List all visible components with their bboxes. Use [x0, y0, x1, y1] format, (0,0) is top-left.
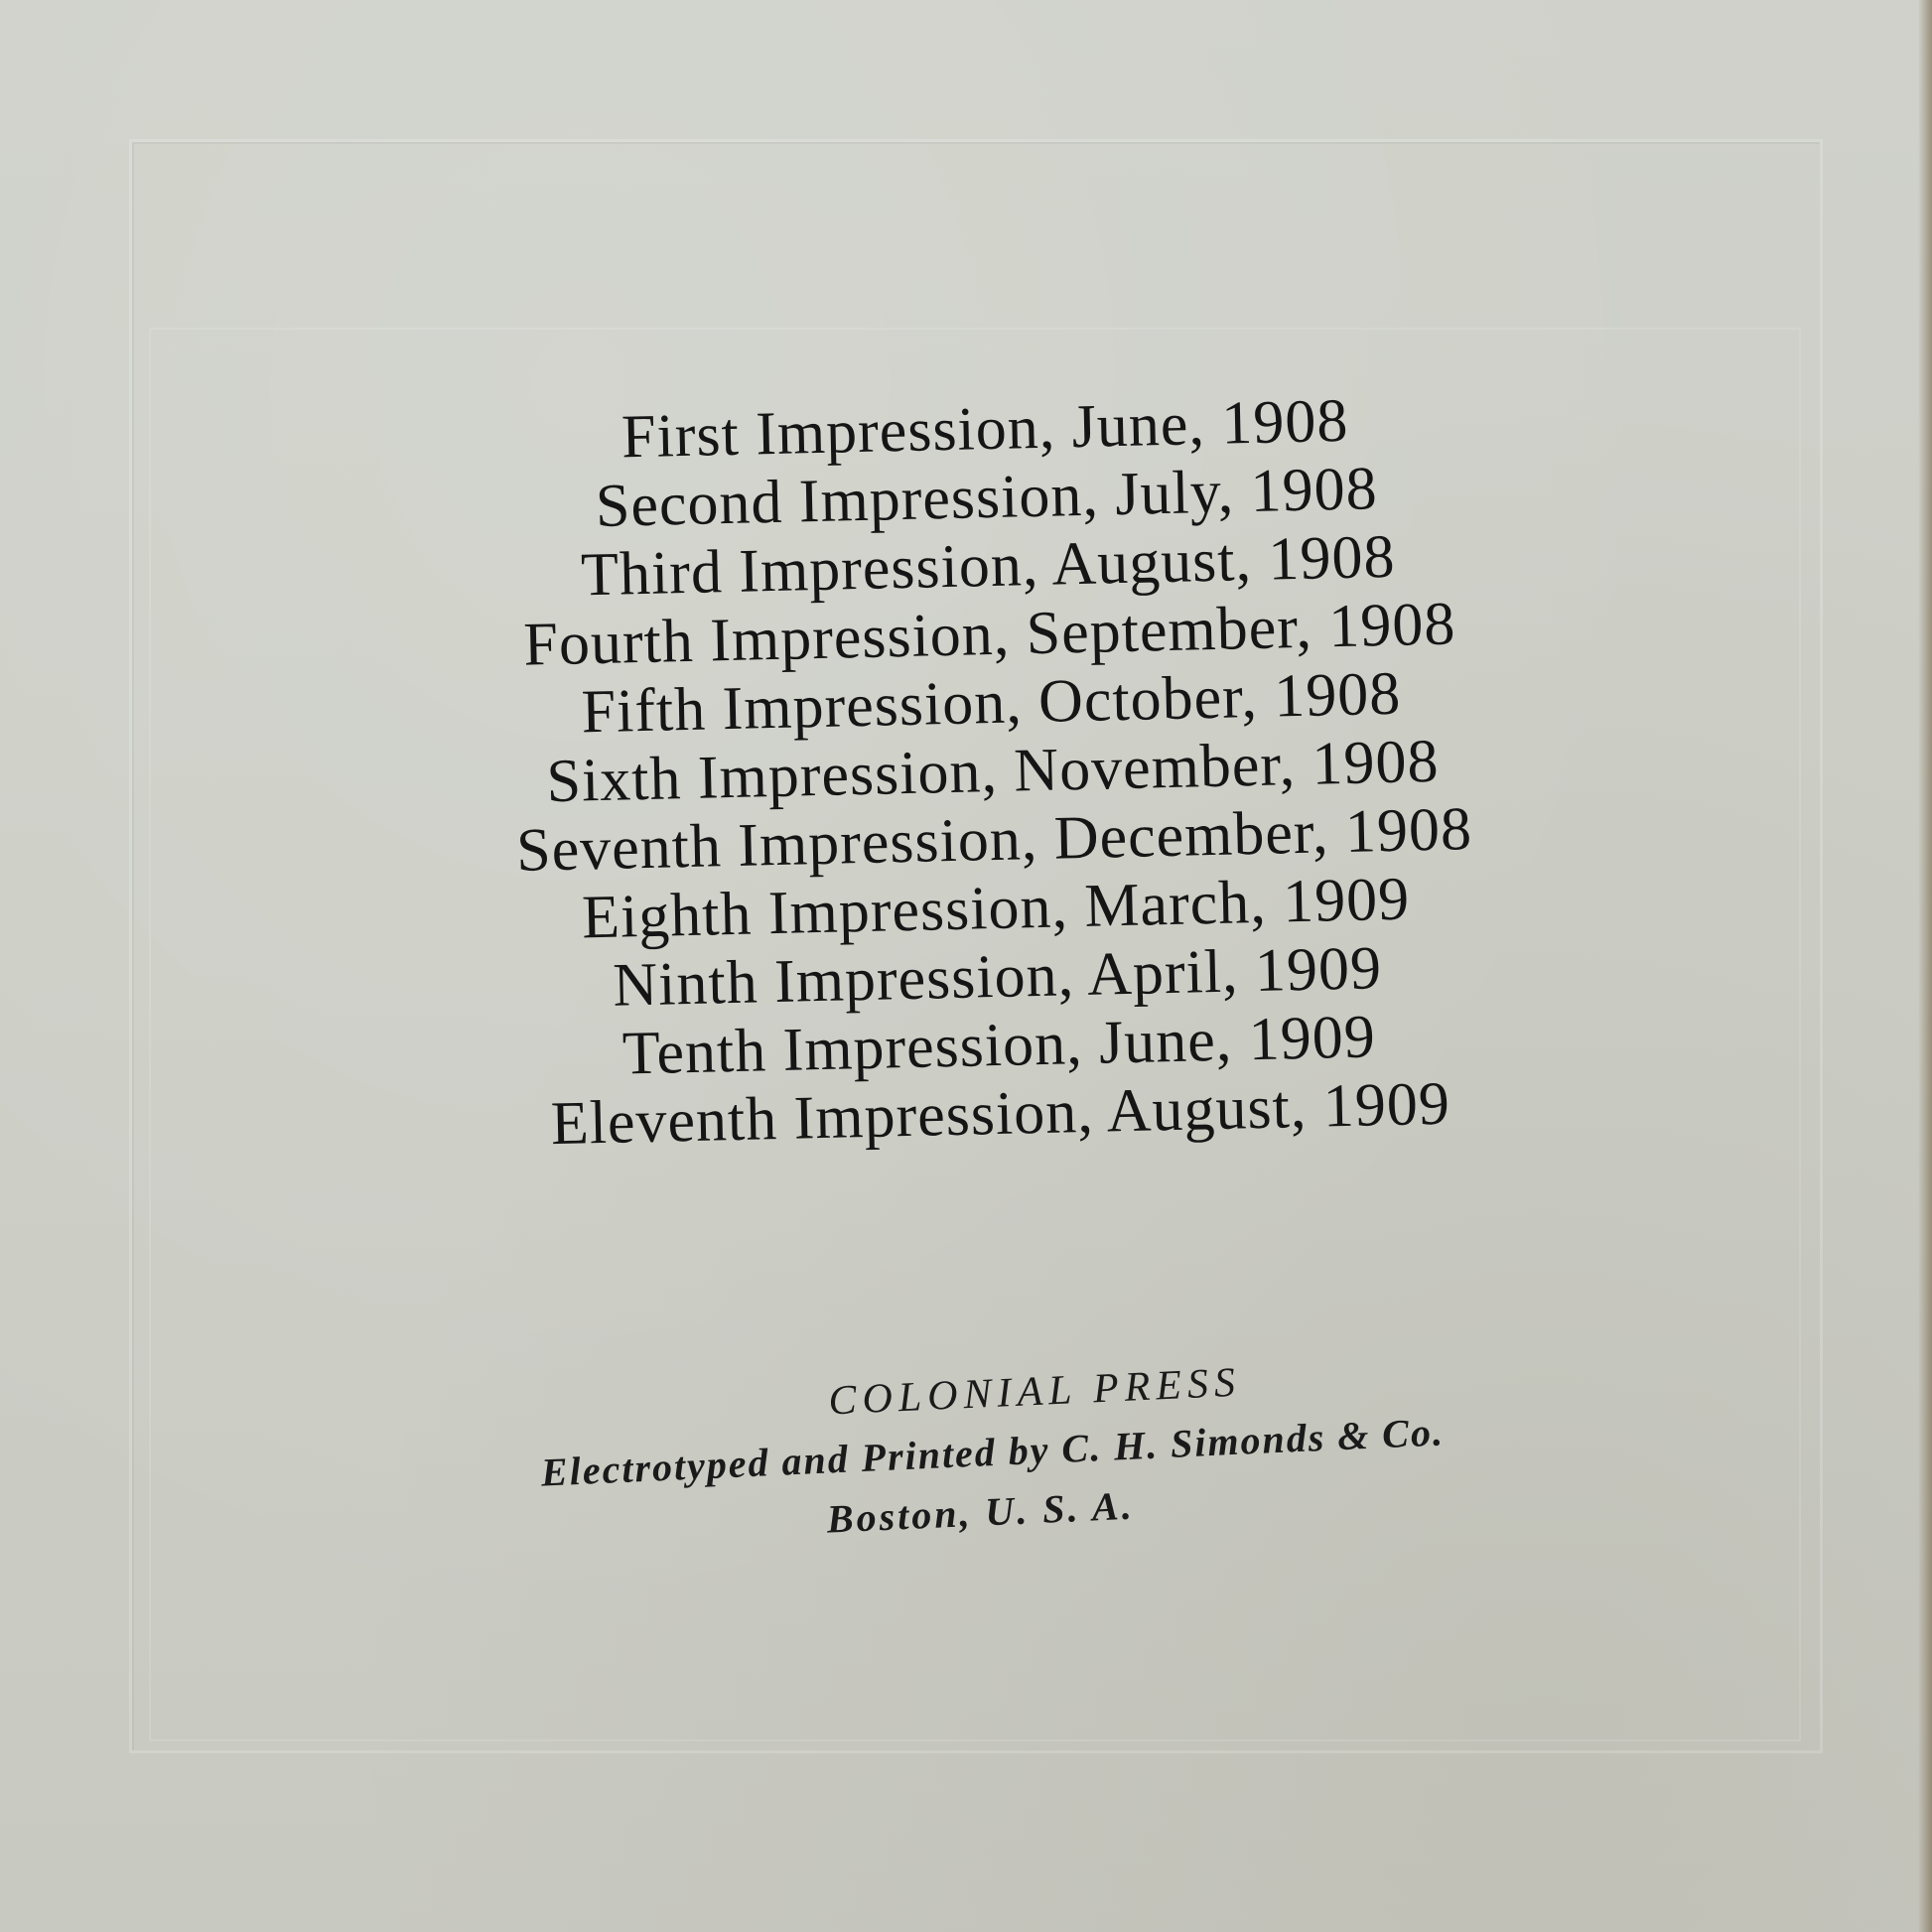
impression-line-4: Fourth Impression, September, 1908: [522, 590, 1457, 679]
impression-line-5: Fifth Impression, October, 1908: [580, 659, 1402, 747]
impression-line-2: Second Impression, July, 1908: [595, 455, 1379, 540]
impression-line-11: Eleventh Impression, August, 1909: [550, 1069, 1451, 1159]
impression-line-9: Ninth Impression, April, 1909: [612, 934, 1383, 1020]
page-edge-shadow: [1918, 0, 1932, 1932]
impression-line-10: Tenth Impression, June, 1909: [621, 1003, 1377, 1088]
impression-line-8: Eighth Impression, March, 1909: [581, 865, 1411, 952]
impression-line-6: Sixth Impression, November, 1908: [545, 727, 1441, 816]
impression-history: [429, 382, 1558, 1161]
press-name: COLONIAL PRESS: [827, 1359, 1242, 1425]
impression-line-3: Third Impression, August, 1908: [580, 522, 1397, 610]
printer-line: Electrotyped and Printed by C. H. Simonds & Co.: [540, 1409, 1446, 1495]
printer-location: Boston, U. S. A.: [825, 1482, 1136, 1542]
impression-line-7: Seventh Impression, December, 1908: [515, 795, 1473, 885]
impression-line-1: First Impression, June, 1908: [621, 386, 1350, 472]
